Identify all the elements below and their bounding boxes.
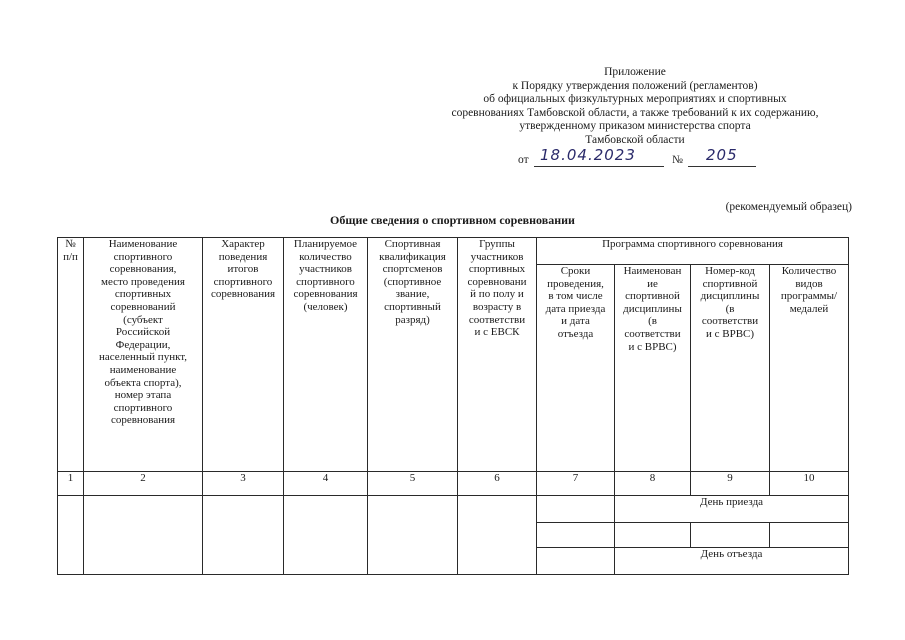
column-number-cell: 3 (203, 472, 284, 496)
annex-line: утвержденному приказом министерства спорта (519, 120, 751, 132)
column-number-cell: 8 (615, 472, 691, 496)
header-cell-groups: Группы участников спортивных соревновани й по полу и возрасту в соответстви и с ЕВСК (458, 238, 537, 472)
column-number-cell: 2 (84, 472, 203, 496)
competition-info-table (57, 237, 849, 575)
date-underline (534, 166, 664, 167)
column-number-cell: 7 (537, 472, 615, 496)
empty-cell (537, 548, 615, 575)
empty-cell (284, 496, 368, 575)
sample-note: (рекомендуемый образец) (725, 201, 852, 213)
annex-block (400, 66, 870, 147)
departure-day-label: День отъезда (615, 548, 849, 575)
subheader-cell-discipline: Наименован ие спортивной дисциплины (в соответстви и с ВРВС) (615, 265, 691, 472)
empty-cell (615, 523, 691, 548)
column-number-cell: 6 (458, 472, 537, 496)
header-cell-qualification: Спортивная квалификация спортсменов (спортивное звание, спортивный разряд) (368, 238, 458, 472)
annex-line: соревнованиях Тамбовской области, а также требований к их содержанию, (451, 106, 819, 119)
column-number-cell: 5 (368, 472, 458, 496)
header-cell-program: Программа спортивного соревнования (537, 238, 849, 265)
empty-cell (458, 496, 537, 575)
header-cell-number: № п/п (58, 238, 84, 472)
header-cell-results: Характер поведения итогов спортивного соревнования (203, 238, 284, 472)
handwritten-number: 205 (706, 146, 738, 164)
empty-cell (203, 496, 284, 575)
annex-line: Тамбовской области (585, 133, 685, 146)
arrival-day-label: День приезда (615, 496, 849, 523)
number-underline (688, 166, 756, 167)
column-number-cell: 10 (770, 472, 849, 496)
empty-cell (537, 523, 615, 548)
handwritten-date: 18.04.2023 (540, 146, 636, 164)
header-cell-participants: Планируемое количество участников спортивного соревнования (человек) (284, 238, 368, 472)
annex-line: к Порядку утверждения положений (регламентов) (512, 79, 758, 92)
empty-cell (84, 496, 203, 575)
annex-line: об официальных физкультурных мероприятиях и спортивных (483, 93, 787, 105)
subheader-cell-dates: Сроки проведения, в том числе дата приезда и дата отъезда (537, 265, 615, 472)
number-prefix: № (672, 154, 683, 166)
column-number-cell: 9 (691, 472, 770, 496)
order-date-number-line (500, 148, 800, 170)
empty-cell (58, 496, 84, 575)
column-number-cell: 4 (284, 472, 368, 496)
empty-cell (770, 523, 849, 548)
subheader-cell-medals: Количество видов программы/ медалей (770, 265, 849, 472)
subheader-cell-code: Номер-код спортивной дисциплины (в соответстви и с ВРВС) (691, 265, 770, 472)
date-prefix: от (518, 154, 529, 166)
page-title: Общие сведения о спортивном соревновании (330, 213, 575, 227)
column-number-cell: 1 (58, 472, 84, 496)
empty-cell (368, 496, 458, 575)
empty-cell (691, 523, 770, 548)
annex-line: Приложение (604, 66, 666, 78)
empty-cell (537, 496, 615, 523)
header-cell-name: Наименование спортивного соревнования, место проведения спортивных соревнований (субъект Российской Федерации, населенный пункт, наименование объекта спорта), номер этапа спортивного соревнования (84, 238, 203, 472)
